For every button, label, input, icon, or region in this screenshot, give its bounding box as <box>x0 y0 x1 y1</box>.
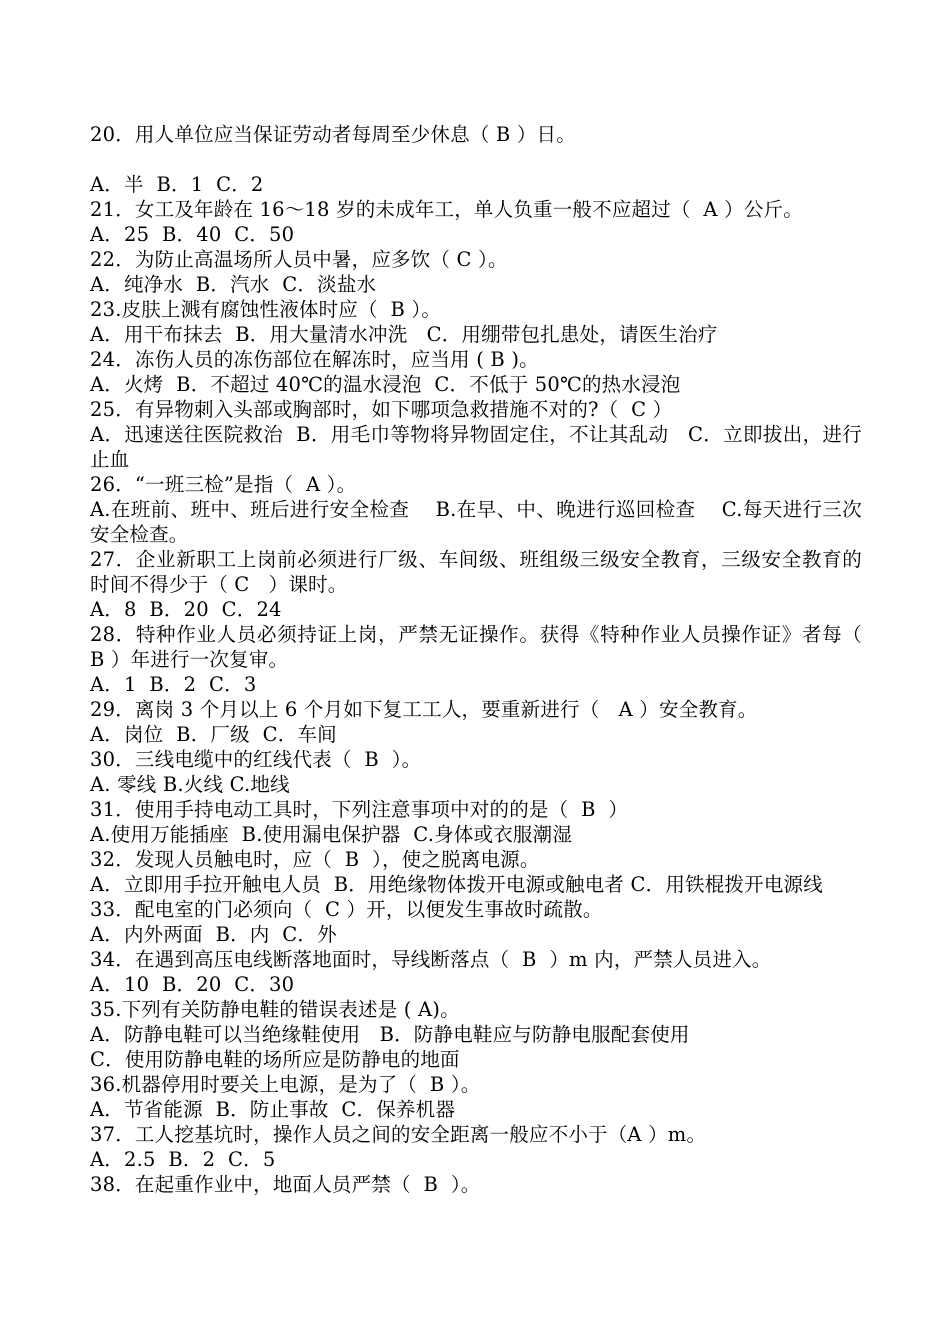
options-37: A．2.5 B．2 C．5 <box>90 1148 276 1171</box>
options-31: A.使用万能插座 B.使用漏电保护器 C.身体或衣服潮湿 <box>90 823 573 846</box>
question-23: 23.皮肤上溅有腐蚀性液体时应（ B ）。 <box>90 298 442 321</box>
question-32: 32．发现人员触电时，应（ B ），使之脱离电源。 <box>90 848 540 871</box>
options-27: A．8 B．20 C．24 <box>90 598 282 621</box>
question-28: 28．特种作业人员必须持证上岗，严禁无证操作。获得《特种作业人员操作证》者每（ B ）年进行一次复审。 <box>90 623 869 671</box>
blank-line <box>90 147 862 172</box>
options-22: A．纯净水 B．汽水 C．淡盐水 <box>90 273 377 296</box>
options-24: A．火烤 B．不超过 40℃的温水浸泡 C．不低于 50℃的热水浸泡 <box>90 373 681 396</box>
options-26: A.在班前、班中、班后进行安全检查 B.在早、中、晚进行巡回检查 C.每天进行三次安全检查。 <box>90 498 862 546</box>
question-30: 30．三线电缆中的红线代表（ B ）。 <box>90 748 422 771</box>
question-22: 22．为防止高温场所人员中暑，应多饮（ C ）。 <box>90 248 508 271</box>
question-25: 25．有异物刺入头部或胸部时，如下哪项急救措施不对的?（ C ） <box>90 398 673 421</box>
document-page <box>90 122 869 1197</box>
question-26: 26．“一班三检”是指（ A ）。 <box>90 473 357 496</box>
options-35-c: C．使用防静电鞋的场所应是防静电的地面 <box>90 1048 460 1071</box>
question-36: 36.机器停用时要关上电源，是为了（ B ）。 <box>90 1073 481 1096</box>
question-20: 20．用人单位应当保证劳动者每周至少休息（ B ）日。 <box>90 123 576 146</box>
question-37: 37．工人挖基坑时，操作人员之间的安全距离一般应不小于（A ）m。 <box>90 1123 707 1146</box>
options-28: A．1 B．2 C．3 <box>90 673 257 696</box>
question-31: 31．使用手持电动工具时，下列注意事项中对的的是（ B ） <box>90 798 629 821</box>
options-29: A．岗位 B．厂级 C．车间 <box>90 723 337 746</box>
question-35: 35.下列有关防静电鞋的错误表述是 ( A)。 <box>90 998 460 1021</box>
options-35-ab: A．防静电鞋可以当绝缘鞋使用 B．防静电鞋应与防静电服配套使用 <box>90 1023 690 1046</box>
options-30: A. 零线 B.火线 C.地线 <box>90 773 290 796</box>
options-25: A．迅速送往医院救治 B．用毛巾等物将异物固定住，不让其乱动 C．立即拔出，进行止血 <box>90 423 862 471</box>
options-20: A．半 B．1 C．2 <box>90 173 264 196</box>
options-34: A．10 B．20 C．30 <box>90 973 295 996</box>
question-33: 33．配电室的门必须向（ C ）开，以便发生事故时疏散。 <box>90 898 603 921</box>
question-21: 21．女工及年龄在 16～18 岁的未成年工，单人负重一般不应超过（ A ）公斤。 <box>90 198 803 221</box>
options-21: A．25 B．40 C．50 <box>90 223 295 246</box>
options-32: A．立即用手拉开触电人员 B．用绝缘物体拨开电源或触电者 C．用铁棍拨开电源线 <box>90 873 823 896</box>
options-33: A．内外两面 B．内 C．外 <box>90 923 337 946</box>
options-23: A．用干布抹去 B．用大量清水冲洗 C．用绷带包扎患处，请医生治疗 <box>90 323 718 346</box>
options-36: A．节省能源 B．防止事故 C．保养机器 <box>90 1098 456 1121</box>
question-29: 29．离岗 3 个月以上 6 个月如下复工工人，要重新进行（ A ）安全教育。 <box>90 698 758 721</box>
question-34: 34．在遇到高压电线断落地面时，导线断落点（ B ）m 内，严禁人员进入。 <box>90 948 772 971</box>
question-38: 38．在起重作业中，地面人员严禁（ B ）。 <box>90 1173 481 1196</box>
question-27: 27．企业新职工上岗前必须进行厂级、车间级、班组级三级安全教育，三级安全教育的时间不得少于（ C ）课时。 <box>90 548 862 596</box>
question-24: 24．冻伤人员的冻伤部位在解冻时，应当用 ( B )。 <box>90 348 539 371</box>
